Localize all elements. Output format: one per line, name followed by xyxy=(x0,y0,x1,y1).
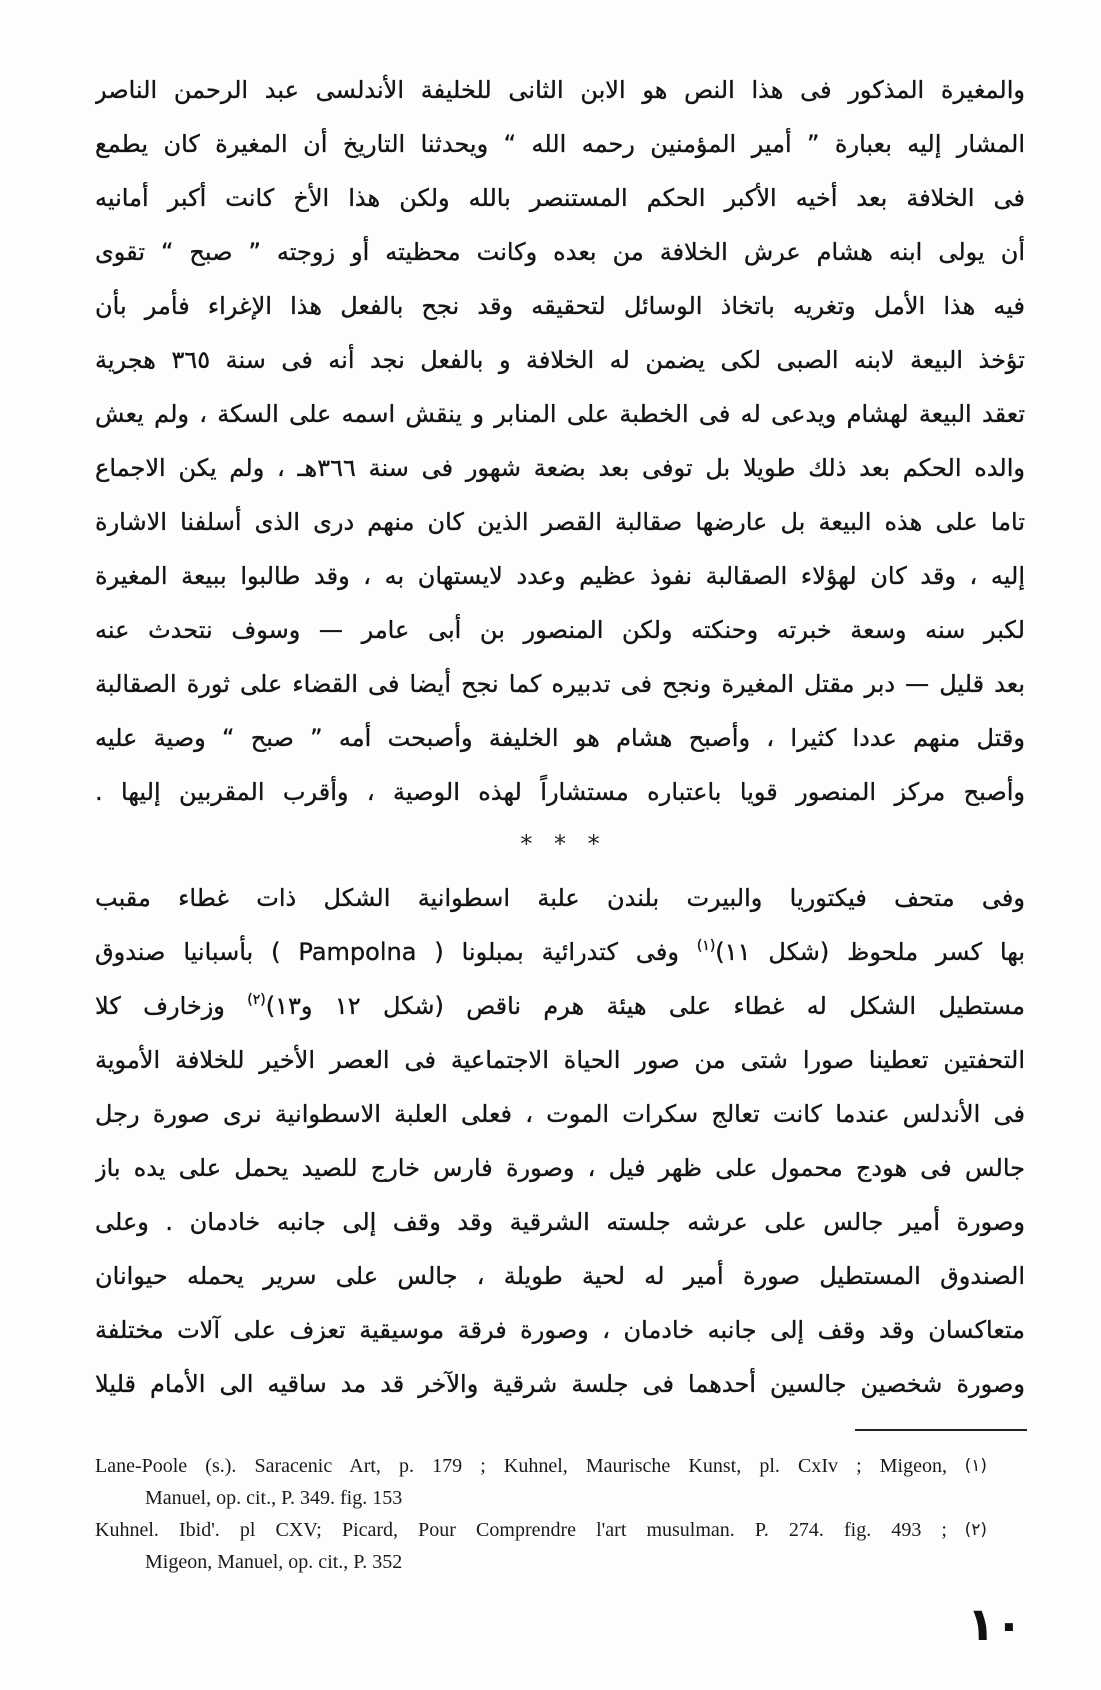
text-line: جالس فى هودج محمول على ظهر فيل ، وصورة فارس خارج للصيد يحمل على يده باز xyxy=(95,1154,1025,1182)
paragraph-1 xyxy=(95,63,1025,819)
text-line: أن يولى ابنه هشام عرش الخلافة من بعده وكانت محظيته أو زوجته ” صبح “ تقوى xyxy=(95,238,1025,266)
footnote-text: Kuhnel. Ibid'. pl CXV; Picard, Pour Comprendre l'art musulman. P. 274. fig. 493 ; xyxy=(95,1519,947,1541)
footnote-text-continuation: Manuel, op. cit., P. 349. fig. 153 xyxy=(145,1487,403,1509)
text-line: وفى متحف فيكتوريا والبيرت بلندن علبة اسطوانية الشكل ذات غطاء مقبب xyxy=(95,884,1025,912)
footnote-ref-2: (٢) xyxy=(247,992,266,1008)
text-line: تعقد البيعة لهشام ويدعى له فى الخطبة على المنابر و ينقش اسمه على السكة ، ولم يعش xyxy=(95,400,1025,428)
text-line: التحفتين تعطينا صورا شتى من صور الحياة الاجتماعية فى العصر الأخير للخلافة الأموية xyxy=(95,1046,1025,1074)
page-number: ١٠ xyxy=(966,1597,1023,1651)
footnote-2 xyxy=(95,1514,987,1546)
section-separator: * * * xyxy=(520,830,600,858)
text-line: فى الأندلس عندما كانت تعالج سكرات الموت ، فعلى العلبة الاسطوانية نرى صورة رجل xyxy=(95,1100,1025,1128)
footnotes xyxy=(95,1450,987,1578)
footnote-divider xyxy=(855,1429,1027,1431)
footnote-1 xyxy=(95,1450,987,1482)
text-line: والده الحكم بعد ذلك طويلا بل توفى بعد بضعة شهور فى سنة ٣٦٦هـ ، ولم يكن الاجماع xyxy=(95,454,1025,482)
text-line: وصورة شخصين جالسين أحدهما فى جلسة شرقية والآخر قد مد ساقيه الى الأمام قليلا xyxy=(95,1370,1025,1398)
text-segment: وفى كتدرائية بمبلونا ( Pampolna ) بأسبانيا صندوق xyxy=(95,938,697,966)
text-line: تؤخذ البيعة لابنه الصبى لكى يضمن له الخلافة و بالفعل نجد أنه فى سنة ٣٦٥ هجرية xyxy=(95,346,1025,374)
text-line xyxy=(95,925,1025,979)
text-line: المشار إليه بعبارة ” أمير المؤمنين رحمه الله “ ويحدثنا التاريخ أن المغيرة كان يطمع xyxy=(95,130,1025,158)
text-line: وأصبح مركز المنصور قويا باعتباره مستشاراً لهذه الوصية ، وأقرب المقربين إليها . xyxy=(95,778,1025,806)
footnote-marker: (١) xyxy=(964,1456,987,1476)
text-line: فى الخلافة بعد أخيه الأكبر الحكم المستنصر بالله ولكن هذا الأخ كانت أكبر أمانيه xyxy=(95,184,1025,212)
footnote-ref-1: (١) xyxy=(696,938,716,954)
text-line: بعد قليل — دبر مقتل المغيرة ونجح فى تدبيره كما نجح أيضا فى القضاء على ثورة الصقالبة xyxy=(95,670,1025,698)
text-segment: وزخارف كلا xyxy=(95,992,248,1020)
paragraph-2 xyxy=(95,871,1025,1411)
text-line: لكبر سنه وسعة خبرته وحنكته ولكن المنصور بن أبى عامر — وسوف نتحدث عنه xyxy=(95,616,1025,644)
text-line: وصورة أمير جالس على عرشه جلسته الشرقية وقد وقف إلى جانبه خادمان . وعلى xyxy=(95,1208,1025,1236)
text-line: فيه هذا الأمل وتغريه باتخاذ الوسائل لتحقيقه وقد نجح بالفعل هذا الإغراء فأمر بأن xyxy=(95,292,1025,320)
footnote-text-continuation: Migeon, Manuel, op. cit., P. 352 xyxy=(145,1551,403,1573)
text-segment: بها كسر ملحوظ (شكل ١١) xyxy=(715,938,1025,966)
text-segment: مستطيل الشكل له غطاء على هيئة هرم ناقص (شكل ١٢ و١٣) xyxy=(265,992,1025,1020)
text-line: الصندوق المستطيل صورة أمير له لحية طويلة ، جالس على سرير يحمله حيوانان xyxy=(95,1262,1025,1290)
footnote-text: Lane-Poole (s.). Saracenic Art, p. 179 ; Kuhnel, Maurische Kunst, pl. CxIv ; Migeon, xyxy=(95,1455,947,1477)
text-line: إليه ، وقد كان لهؤلاء الصقالبة نفوذ عظيم وعدد لايستهان به ، وقد طالبوا ببيعة المغيرة xyxy=(95,562,1025,590)
text-line: وقتل منهم عددا كثيرا ، وأصبح هشام هو الخليفة وأصبحت أمه ” صبح “ وصية عليه xyxy=(95,724,1025,752)
text-line: متعاكسان وقد وقف إلى جانبه خادمان ، وصورة فرقة موسيقية تعزف على آلات مختلفة xyxy=(95,1316,1025,1344)
text-line: والمغيرة المذكور فى هذا النص هو الابن الثانى للخليفة الأندلسى عبد الرحمن الناصر xyxy=(95,76,1025,104)
text-line: تاما على هذه البيعة بل عارضها صقالبة القصر الذين كان منهم درى الذى أسلفنا الاشارة xyxy=(95,508,1025,536)
footnote-marker: (٢) xyxy=(964,1520,987,1540)
text-line xyxy=(95,979,1025,1033)
